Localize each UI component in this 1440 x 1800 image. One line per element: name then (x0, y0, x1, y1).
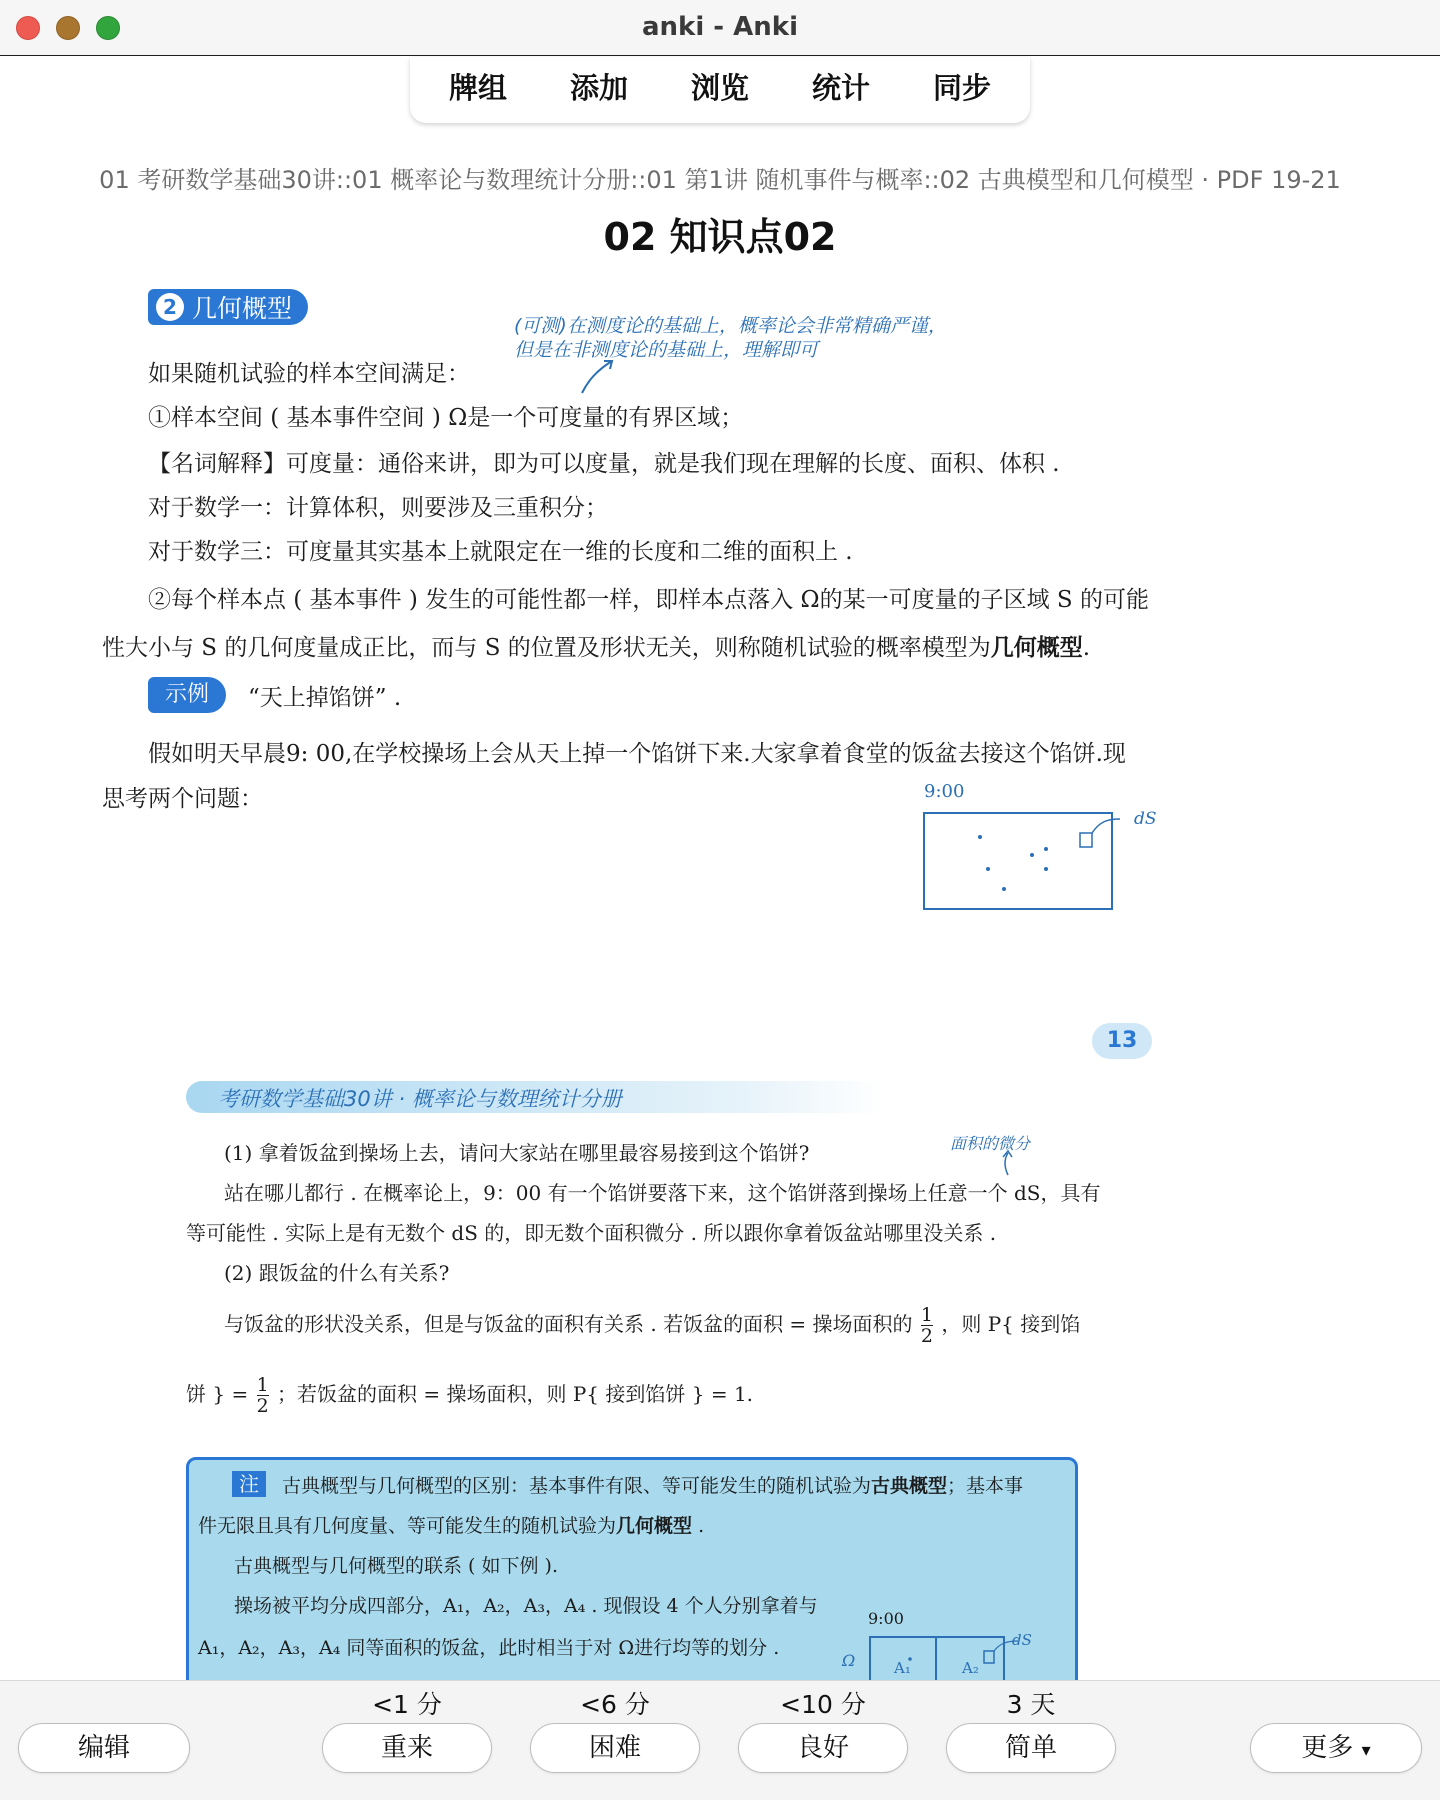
playground-figure (922, 807, 1142, 917)
fraction-numerator: 1 (256, 1374, 269, 1396)
interval-easy: 3 天 (1006, 1690, 1056, 1719)
interval-again: <1 分 (372, 1690, 442, 1719)
more-button[interactable] (1250, 1723, 1422, 1773)
more-label: 更多 (1301, 1733, 1354, 1763)
figure-region-label: A₁ (894, 1659, 911, 1677)
arrow-icon (578, 357, 618, 397)
term-bold: 古典概型 (871, 1475, 948, 1497)
note-line: A₁，A₂，A₃，A₄ 同等面积的饭盆，此时相当于对 Ω进行均等的划分 . (198, 1637, 780, 1659)
figure-time-label: 9:00 (868, 1609, 904, 1628)
example-title: “天上掉馅饼” . (248, 685, 402, 711)
answer-line (186, 1375, 753, 1416)
term-bold: 几何概型 (990, 635, 1083, 661)
handwritten-note: 面积的微分 (950, 1134, 1031, 1153)
text-span: ，则 P{ 接到馅 (941, 1312, 1081, 1336)
figure-time-label: 9:00 (924, 781, 965, 802)
text-line: 对于数学一：计算体积，则要涉及三重积分； (148, 495, 608, 521)
answer-bar (0, 1680, 1440, 1800)
text-span: . (692, 1515, 705, 1537)
good-button[interactable]: 良好 (738, 1723, 908, 1773)
text-line: (2) 跟饭盆的什么有关系? (224, 1261, 450, 1285)
section-badge (148, 289, 308, 325)
again-button[interactable]: 重来 (322, 1723, 492, 1773)
window-title: anki - Anki (642, 12, 798, 42)
fraction-denominator: 2 (256, 1395, 269, 1417)
text-span: . (1082, 635, 1091, 661)
easy-button[interactable]: 简单 (946, 1723, 1116, 1773)
text-span: 古典概型与几何概型的区别：基本事件有限、等可能发生的随机试验为 (282, 1475, 872, 1497)
deck-breadcrumb: 01 考研数学基础30讲::01 概率论与数理统计分册::01 第1讲 随机事件与概率::02 古典模型和几何模型 · PDF 19-21 (99, 166, 1341, 194)
handwritten-note: (可测)在测度论的基础上，概率论会非常精确严谨， (514, 315, 947, 337)
text-line: (1) 拿着饭盆到操场上去，请问大家站在哪里最容易接到这个馅饼? (224, 1141, 810, 1165)
text-line: 对于数学三：可度量其实基本上就限定在一维的长度和二维的面积上 . (148, 539, 853, 565)
text-line: 思考两个问题： (102, 786, 263, 812)
nav-sync[interactable]: 同步 (932, 71, 991, 105)
text-span: 件无限且具有几何度量、等可能发生的随机试验为 (198, 1515, 617, 1537)
section-title: 几何概型 (192, 294, 293, 323)
interval-hard: <6 分 (580, 1690, 650, 1719)
nav-decks[interactable]: 牌组 (448, 71, 507, 105)
fraction-numerator: 1 (920, 1304, 933, 1326)
figure-ds-label: dS (1134, 809, 1157, 829)
running-header: 考研数学基础30讲 · 概率论与数理统计分册 (218, 1087, 622, 1111)
fraction-denominator: 2 (920, 1325, 933, 1347)
divided-playground-figure (868, 1635, 1028, 1680)
window-titlebar (0, 0, 1440, 56)
note-line (198, 1511, 704, 1538)
text-span: ；基本事 (947, 1475, 1024, 1497)
note-line: 操场被平均分成四部分，A₁，A₂，A₃，A₄ . 现假设 4 个人分别拿着与 (234, 1595, 818, 1617)
text-line: 等可能性 . 实际上是有无数个 dS 的，即无数个面积微分 . 所以跟你拿着饭盆站哪里没关系 . (186, 1221, 997, 1245)
nav-stats[interactable]: 统计 (811, 71, 870, 105)
main-toolbar (410, 57, 1030, 123)
page-number-badge: 13 (1092, 1023, 1152, 1059)
text-line: 假如明天早晨9: 00,在学校操场上会从天上掉一个馅饼下来.大家拿着食堂的饭盆去接这个馅饼.现 (148, 741, 1126, 767)
edit-button[interactable]: 编辑 (18, 1723, 190, 1773)
scanned-page-image (90, 275, 1190, 1680)
text-line: 站在哪儿都行 . 在概率论上，9：00 有一个馅饼要落下来，这个馅饼落到操场上任意一个 dS，具有 (224, 1181, 1101, 1205)
caret-down-icon: ▾ (1361, 1740, 1371, 1761)
note-tag: 注 (232, 1471, 266, 1497)
text-line (102, 629, 1090, 662)
answer-line (224, 1305, 1080, 1346)
hard-button[interactable]: 困难 (530, 1723, 700, 1773)
text-span: ；若饭盆的面积 = 操场面积，则 P{ 接到馅饼 } = 1. (277, 1382, 754, 1406)
note-line (282, 1471, 1023, 1498)
nav-add[interactable]: 添加 (569, 71, 628, 105)
example-badge: 示例 (148, 677, 226, 713)
figure-ds-label: dS (1012, 1631, 1032, 1649)
figure-omega-label: Ω (842, 1651, 856, 1670)
figure-region-label: A₂ (962, 1659, 979, 1677)
arrow-icon (998, 1149, 1018, 1177)
fraction (257, 1375, 269, 1416)
text-line: 【名词解释】可度量：通俗来讲，即为可以度量，就是我们现在理解的长度、面积、体积 . (148, 451, 1060, 477)
section-number: 2 (156, 293, 184, 321)
text-span: 饼 } = (186, 1382, 249, 1406)
text-line: ①样本空间 ( 基本事件空间 ) Ω是一个可度量的有界区域； (148, 405, 744, 431)
interval-good: <10 分 (780, 1690, 866, 1719)
nav-browse[interactable]: 浏览 (690, 71, 749, 105)
fraction (921, 1305, 933, 1346)
text-line: ②每个样本点 ( 基本事件 ) 发生的可能性都一样，即样本点落入 Ω的某一可度量的子区域 S 的可能 (148, 587, 1149, 613)
term-bold: 几何概型 (616, 1515, 693, 1537)
card-title: 02 知识点02 (603, 215, 837, 259)
handwritten-note: 但是在非测度论的基础上，理解即可 (514, 339, 819, 361)
text-line: 如果随机试验的样本空间满足： (148, 361, 470, 387)
text-span: 与饭盆的形状没关系，但是与饭盆的面积有关系 . 若饭盆的面积 = 操场面积的 (224, 1312, 913, 1336)
text-span: 性大小与 S 的几何度量成正比，而与 S 的位置及形状无关，则称随机试验的概率模型为 (102, 635, 991, 661)
note-line: 古典概型与几何概型的联系 ( 如下例 ). (234, 1555, 558, 1577)
